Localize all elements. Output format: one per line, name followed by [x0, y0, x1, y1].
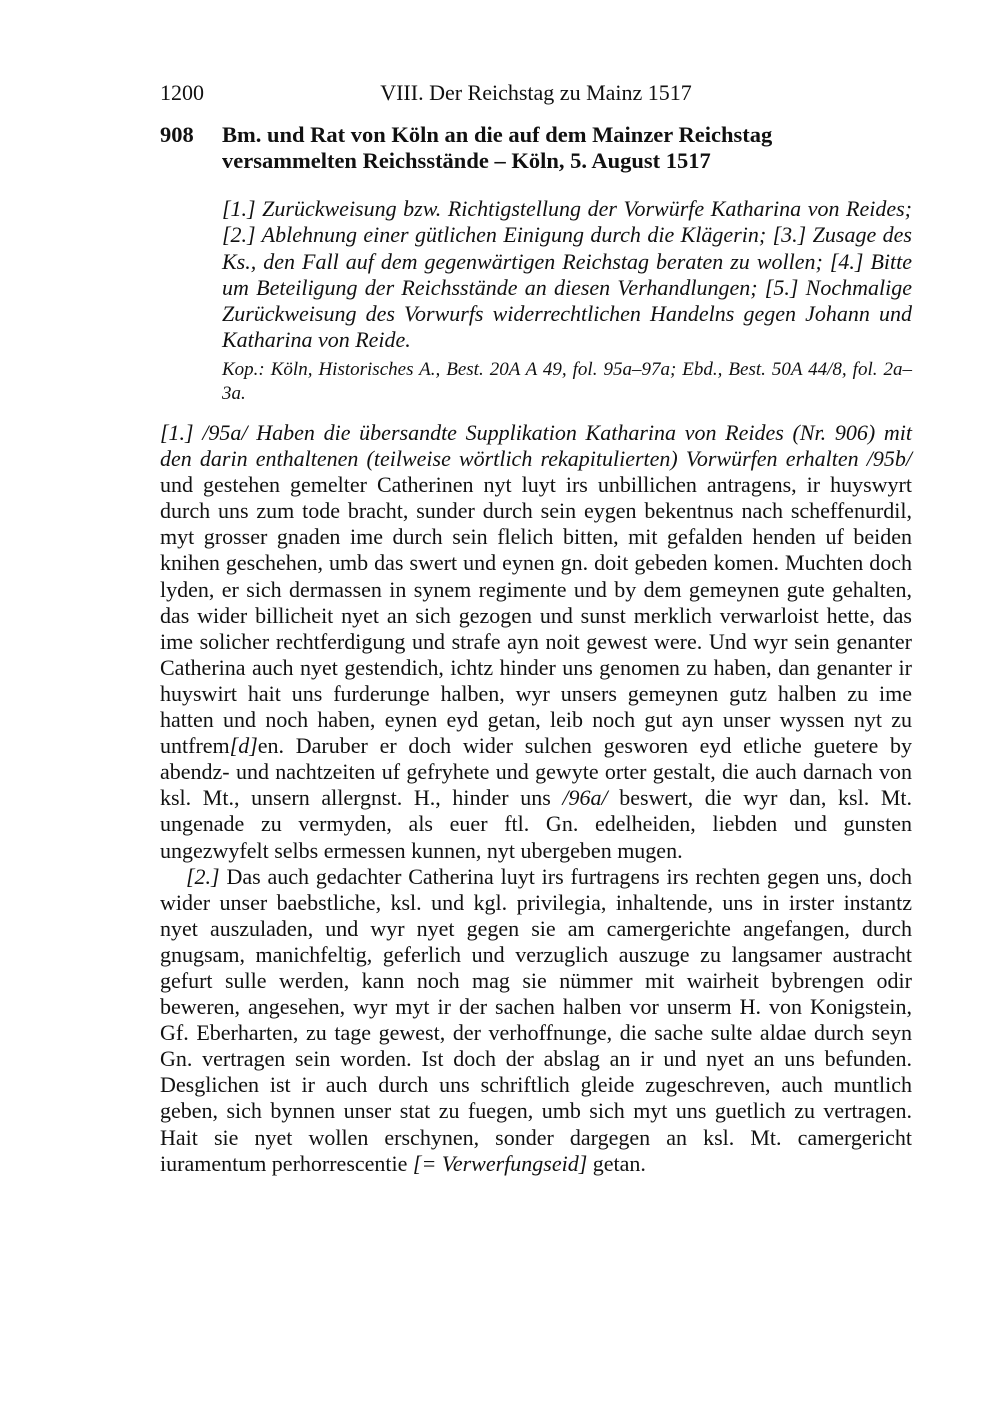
paragraph-1-text-a: und gestehen gemelter Catherinen nyt luyt irs unbillichen antragens, ir huyswyrt durch uns zum tode bracht, sunder durch sein eygen bekentnus nach scheffenurdil, myt grosser gnaden ime durch sein flelich bitten, mit gefalden henden uf beiden knihen geschehen, umb das swert und eynen gn. doit gebeden komen. Muchten doch lyden, er sich dermassen in synem regimente und by dem gemeynen gute gehalten, das wider billicheit nyet an sich gezogen und sunst merklich verwarloist hette, das ime solicher rechtferdigung und strafe ayn noit gewest were. Und wyr sein genanter Catherina auch nyet gestendich, ichtz hinder uns genomen zu haben, dan genanter ir huyswirt hait uns furderunge halben, wyr unsers gemeynen gutz halben zu ime hatten und noch haben, eynen eyd getan, leib noch gut ayn unser wyssen nyt zu untfrem: [160, 472, 912, 759]
emendation-mark: [d]: [229, 733, 258, 759]
page-number: 1200: [160, 80, 204, 105]
folio-marker: /96a/: [562, 785, 608, 811]
document-number: 908: [160, 122, 194, 147]
paragraph-2-marker: [2.]: [186, 863, 220, 889]
document-title: Bm. und Rat von Köln an die auf dem Mainzer Reichstag versammelten Reichsstände – Köln, 5. August 1517: [222, 122, 773, 173]
paragraph-1-text-c: beswert, die wyr dan, ksl. Mt. ungenade zu vermyden, als euer ftl. Gn. edelheiden, liebden und gunsten ungezwyfelt selbs ermessen kunnen, nyt ubergeben mugen.: [160, 785, 912, 863]
paragraph-1-text-b: en. Daruber er doch wider sulchen gesworen eyd etliche guetere by abendz- und nachtzeiten uf gefryhete und gewyte orter gestalt, die auch darnach von ksl. Mt., unsern allergnst. H., hinder uns: [160, 733, 912, 811]
paragraph-2: [160, 864, 912, 1177]
paragraph-1: [160, 420, 912, 864]
page-header: [160, 80, 912, 110]
paragraph-1-intro: [1.] /95a/ Haben die übersandte Supplikation Katharina von Reides (Nr. 906) mit den darin enthaltenen (teilweise wörtlich rekapitulierten) Vorwürfen erhalten /95b/: [160, 420, 912, 472]
paragraph-2-text-b: getan.: [587, 1150, 646, 1176]
gloss-note: [= Verwerfungseid]: [412, 1150, 588, 1176]
running-title: VIII. Der Reichstag zu Mainz 1517: [380, 80, 692, 105]
document-body: [160, 420, 912, 1177]
source-note: Kop.: Köln, Historisches A., Best. 20A A 49, fol. 95a–97a; Ebd., Best. 50A 44/8, fol. 2a–3a.: [222, 359, 912, 404]
regest-summary: [1.] Zurückweisung bzw. Richtigstellung der Vorwürfe Katharina von Reides; [2.] Ablehnung einer gütlichen Einigung durch die Klägerin; [3.] Zusage des Ks., den Fall auf dem gegenwärtigen Reichstag beraten zu wollen; [4.] Bitte um Beteiligung der Reichsstände an diesen Verhandlungen; [5.] Nochmalige Zurückweisung des Vorwurfs widerrechtlichen Handelns gegen Johann und Katharina von Reide.: [222, 196, 912, 353]
paragraph-2-text-a: Das auch gedachter Catherina luyt irs furtragens irs rechten gegen uns, doch wider unser baebstliche, ksl. und kgl. privilegia, inhaltende, uns in irster instantz nyet auszuladen, und wyr nyet gegen sie am camergerichte angefangen, durch gnugsam, manichfeltig, geferlich und verzuglich auszuge zu langsamer austracht gefurt sulle werden, kann noch mag sie nümmer mit wairheit bybrengen odir beweren, angesehen, wyr myt ir der sachen halben vor unserm H. von Konigstein, Gf. Eberharten, zu tage gewest, der verhoffnunge, die sache sulte aldae durch seyn Gn. vertragen sein worden. Ist doch der abslag an ir und nyet an uns befunden. Desglichen ist ir auch durch uns schriftlich gleide zugeschreven, auch muntlich geben, sich bynnen unser stat zu fuegen, umb sich myt uns guetlich zu vertragen. Hait sie nyet wollen erschynen, sonder dargegen an ksl. Mt. camergericht iuramentum perhorrescentie: [160, 863, 912, 1176]
